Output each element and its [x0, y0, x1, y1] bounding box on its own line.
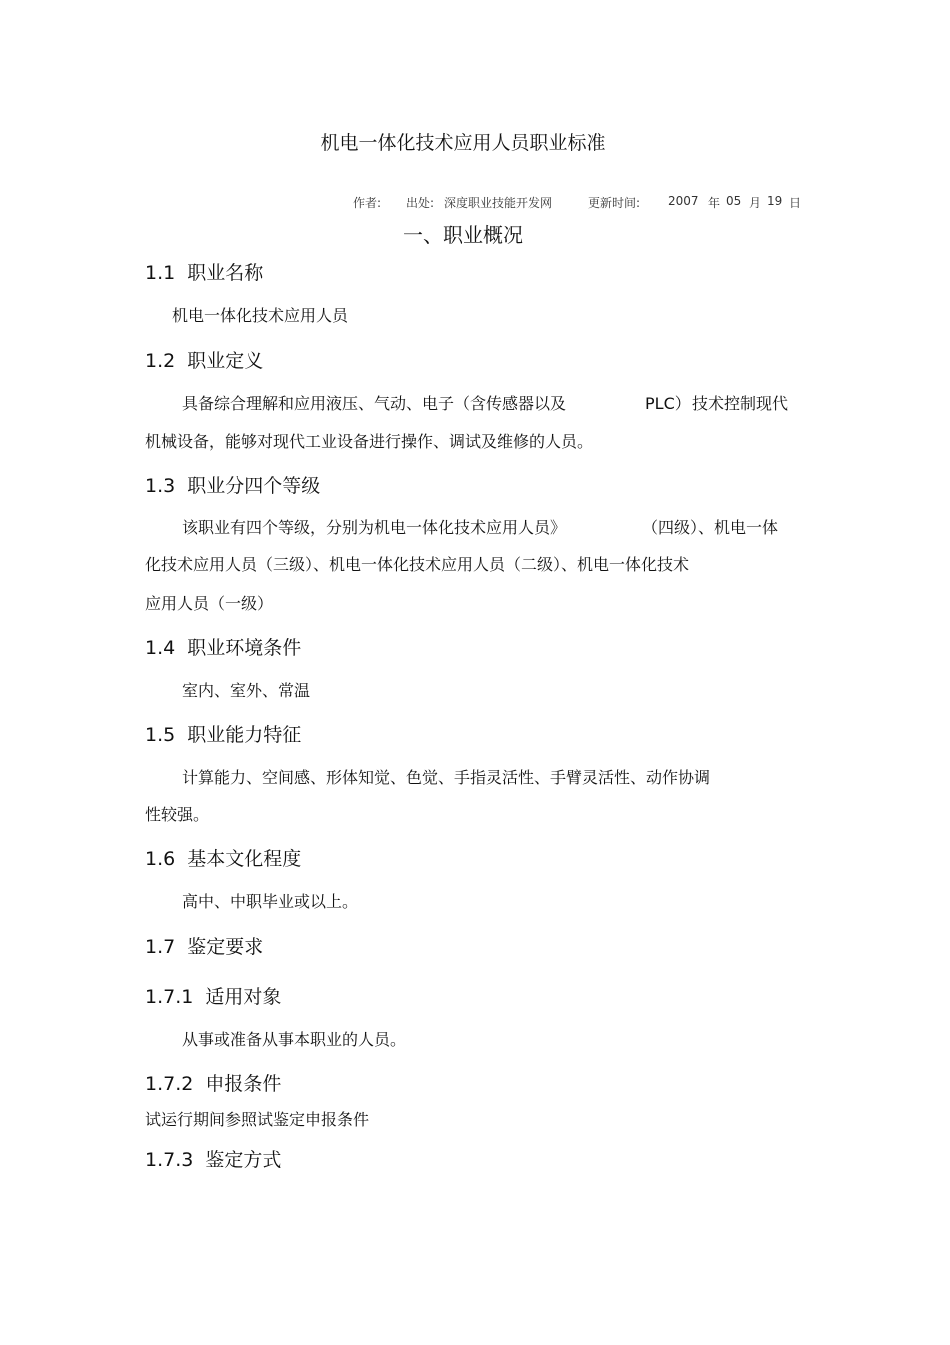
paragraph-line: 试运行期间参照试鉴定申报条件	[145, 1110, 370, 1129]
paragraph-line: 技术控制现代	[692, 394, 789, 413]
source-label: 出处:	[406, 196, 435, 210]
date-month-unit: 月	[749, 196, 762, 210]
date-month: 05	[726, 194, 742, 208]
paragraph-line: 化技术应用人员（三级）、机电一体化技术应用人员（二级）、机电一体化技术	[145, 555, 690, 574]
updated-label: 更新时间:	[588, 196, 641, 210]
heading-title: 职业能力特征	[187, 724, 302, 746]
heading-title: 职业名称	[187, 262, 264, 284]
heading-number: 1.5	[145, 724, 176, 746]
heading-title: 职业定义	[187, 350, 264, 372]
heading-1-3	[145, 471, 320, 498]
heading-1-7-3	[145, 1145, 281, 1172]
heading-number: 1.7	[145, 936, 176, 958]
date-day-unit: 日	[789, 196, 802, 210]
heading-1-7-1	[145, 982, 281, 1009]
paragraph-line: 室内、室外、常温	[182, 681, 311, 700]
date-year-unit: 年	[708, 196, 721, 210]
paragraph-line: 机电一体化技术应用人员	[172, 306, 349, 325]
heading-1-4	[145, 633, 301, 660]
paragraph-line: PLC）	[645, 394, 691, 413]
heading-title: 鉴定要求	[187, 936, 264, 958]
heading-number: 1.4	[145, 637, 176, 659]
heading-number: 1.3	[145, 475, 176, 497]
heading-number: 1.6	[145, 848, 176, 870]
paragraph-line: 机械设备，能够对现代工业设备进行操作、调试及维修的人员。	[145, 432, 594, 451]
heading-number: 1.2	[145, 350, 176, 372]
paragraph-line: 性较强。	[145, 805, 210, 824]
paragraph-line: 从事或准备从事本职业的人员。	[182, 1030, 407, 1049]
paragraph-line: 具备综合理解和应用液压、气动、电子（含传感器以及	[182, 394, 567, 413]
heading-number: 1.7.3	[145, 1149, 194, 1171]
author-label: 作者:	[353, 196, 382, 210]
heading-1-5	[145, 720, 301, 747]
heading-1-2	[145, 346, 263, 373]
heading-title: 鉴定方式	[205, 1149, 282, 1171]
paragraph-line: 计算能力、空间感、形体知觉、色觉、手指灵活性、手臂灵活性、动作协调	[182, 768, 711, 787]
heading-title: 职业分四个等级	[187, 475, 321, 497]
heading-1-1	[145, 258, 263, 285]
heading-1-7-2	[145, 1069, 281, 1096]
heading-number: 1.1	[145, 262, 176, 284]
heading-1-7	[145, 932, 263, 959]
heading-title: 申报条件	[205, 1073, 282, 1095]
document-title: 机电一体化技术应用人员职业标准	[320, 132, 606, 154]
date-day: 19	[767, 194, 783, 208]
paragraph-line: （四级）、机电一体	[642, 518, 779, 537]
paragraph-line: 高中、中职毕业或以上。	[182, 892, 359, 911]
date-year: 2007	[668, 194, 699, 208]
paragraph-line: 该职业有四个等级，分别为机电一体化技术应用人员》	[182, 518, 567, 537]
heading-number: 1.7.2	[145, 1073, 194, 1095]
paragraph-line: 应用人员（一级）	[145, 594, 274, 613]
heading-1-6	[145, 844, 301, 871]
heading-number: 1.7.1	[145, 986, 194, 1008]
heading-title: 适用对象	[205, 986, 282, 1008]
section-heading: 一、职业概况	[403, 223, 523, 247]
heading-title: 基本文化程度	[187, 848, 302, 870]
heading-title: 职业环境条件	[187, 637, 302, 659]
source-value: 深度职业技能开发网	[444, 196, 553, 210]
